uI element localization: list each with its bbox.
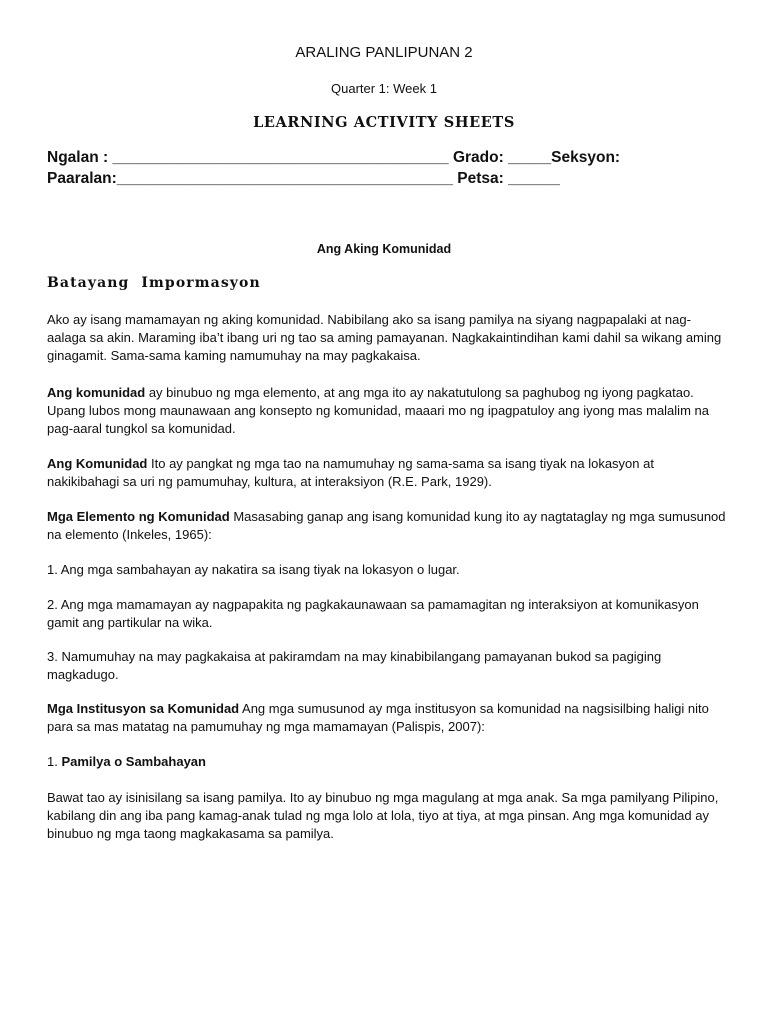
- paragraph-lead: Mga Institusyon sa Komunidad: [47, 701, 240, 716]
- paragraph-body: Ang mga sumusunod ay mga institusyon sa komunidad na nagsisilbing haligi nito para sa mas matatag na pamumuhay ng mga mamamayan (Palispis, 2007):: [47, 701, 709, 734]
- paragraph-body: ay binubuo ng mga elemento, at ang mga ito ay nakatutulong sa paghubog ng iyong pagkatao. Upang lubos mong maunawaan ang konsepto ng komunidad, maaari mo ng ipagpatuloy ang iyong mas malalim na pag-aaral tungkol sa komunidad.: [47, 385, 709, 436]
- paragraph-elements: [47, 508, 727, 544]
- paragraph-lead: Ang komunidad: [47, 385, 146, 400]
- institution-number: 1.: [47, 754, 62, 769]
- quarter-label: Quarter 1: Week 1: [331, 81, 437, 96]
- paragraph-komunidad: [47, 384, 727, 438]
- form-line-school-date: Paaralan:_______________________________________ Petsa: ______: [47, 170, 560, 187]
- paragraph-definition: [47, 455, 727, 491]
- paragraph-lead: Mga Elemento ng Komunidad: [47, 509, 230, 524]
- topic-title: Ang Aking Komunidad: [316, 242, 452, 256]
- section-heading: Batayang Impormasyon: [47, 275, 261, 291]
- subject-title: ARALING PANLIPUNAN 2: [295, 44, 473, 61]
- paragraph-body: Ito ay pangkat ng mga tao na namumuhay ng sama-sama sa isang tiyak na lokasyon at nakikibahagi sa uri ng pamumuhay, kultura, at interaksiyon (R.E. Park, 1929).: [47, 456, 654, 489]
- list-item-1: 1. Ang mga sambahayan ay nakatira sa isang tiyak na lokasyon o lugar.: [47, 562, 460, 577]
- institution-heading: [47, 753, 727, 771]
- sheet-title: LEARNING ACTIVITY SHEETS: [253, 114, 515, 131]
- paragraph-family: Bawat tao ay isinisilang sa isang pamilya. Ito ay binubuo ng mga magulang at mga anak. Sa mga pamilyang Pilipino, kabilang din ang iba pang kamag-anak tulad ng mga lolo at lola, tiyo at tiya, at mga pinsan. Ang mga komunidad ay binubuo ng mga taong magkakasama sa pamilya.: [47, 790, 719, 841]
- paragraph-body: Masasabing ganap ang isang komunidad kung ito ay nagtataglay ng mga sumusunod na elemento (Inkeles, 1965):: [47, 509, 726, 542]
- paragraph-lead: Ang Komunidad: [47, 456, 148, 471]
- list-item-3: 3. Namumuhay na may pagkakaisa at pakiramdam na may kinabibilangang pamayanan bukod sa pagiging magkadugo.: [47, 649, 662, 682]
- paragraph-institutions: [47, 700, 727, 736]
- paragraph-intro: Ako ay isang mamamayan ng aking komunidad. Nabibilang ako sa isang pamilya na siyang nagpapalaki at nag-aalaga sa akin. Maraming iba’t ibang uri ng tao sa aming pamayanan. Nagkakaintindihan kami dahil sa wikang aming ginagamit. Sama-sama kaming namumuhay na may pagkakaisa.: [47, 312, 722, 363]
- institution-title: Pamilya o Sambahayan: [61, 754, 206, 769]
- form-line-name-grade-section: Ngalan : _______________________________________ Grado: _____Seksyon:: [47, 149, 621, 166]
- list-item-2: 2. Ang mga mamamayan ay nagpapakita ng pagkakaunawaan sa pamamagitan ng interaksiyon at komunikasyon gamit ang partikular na wika.: [47, 597, 699, 630]
